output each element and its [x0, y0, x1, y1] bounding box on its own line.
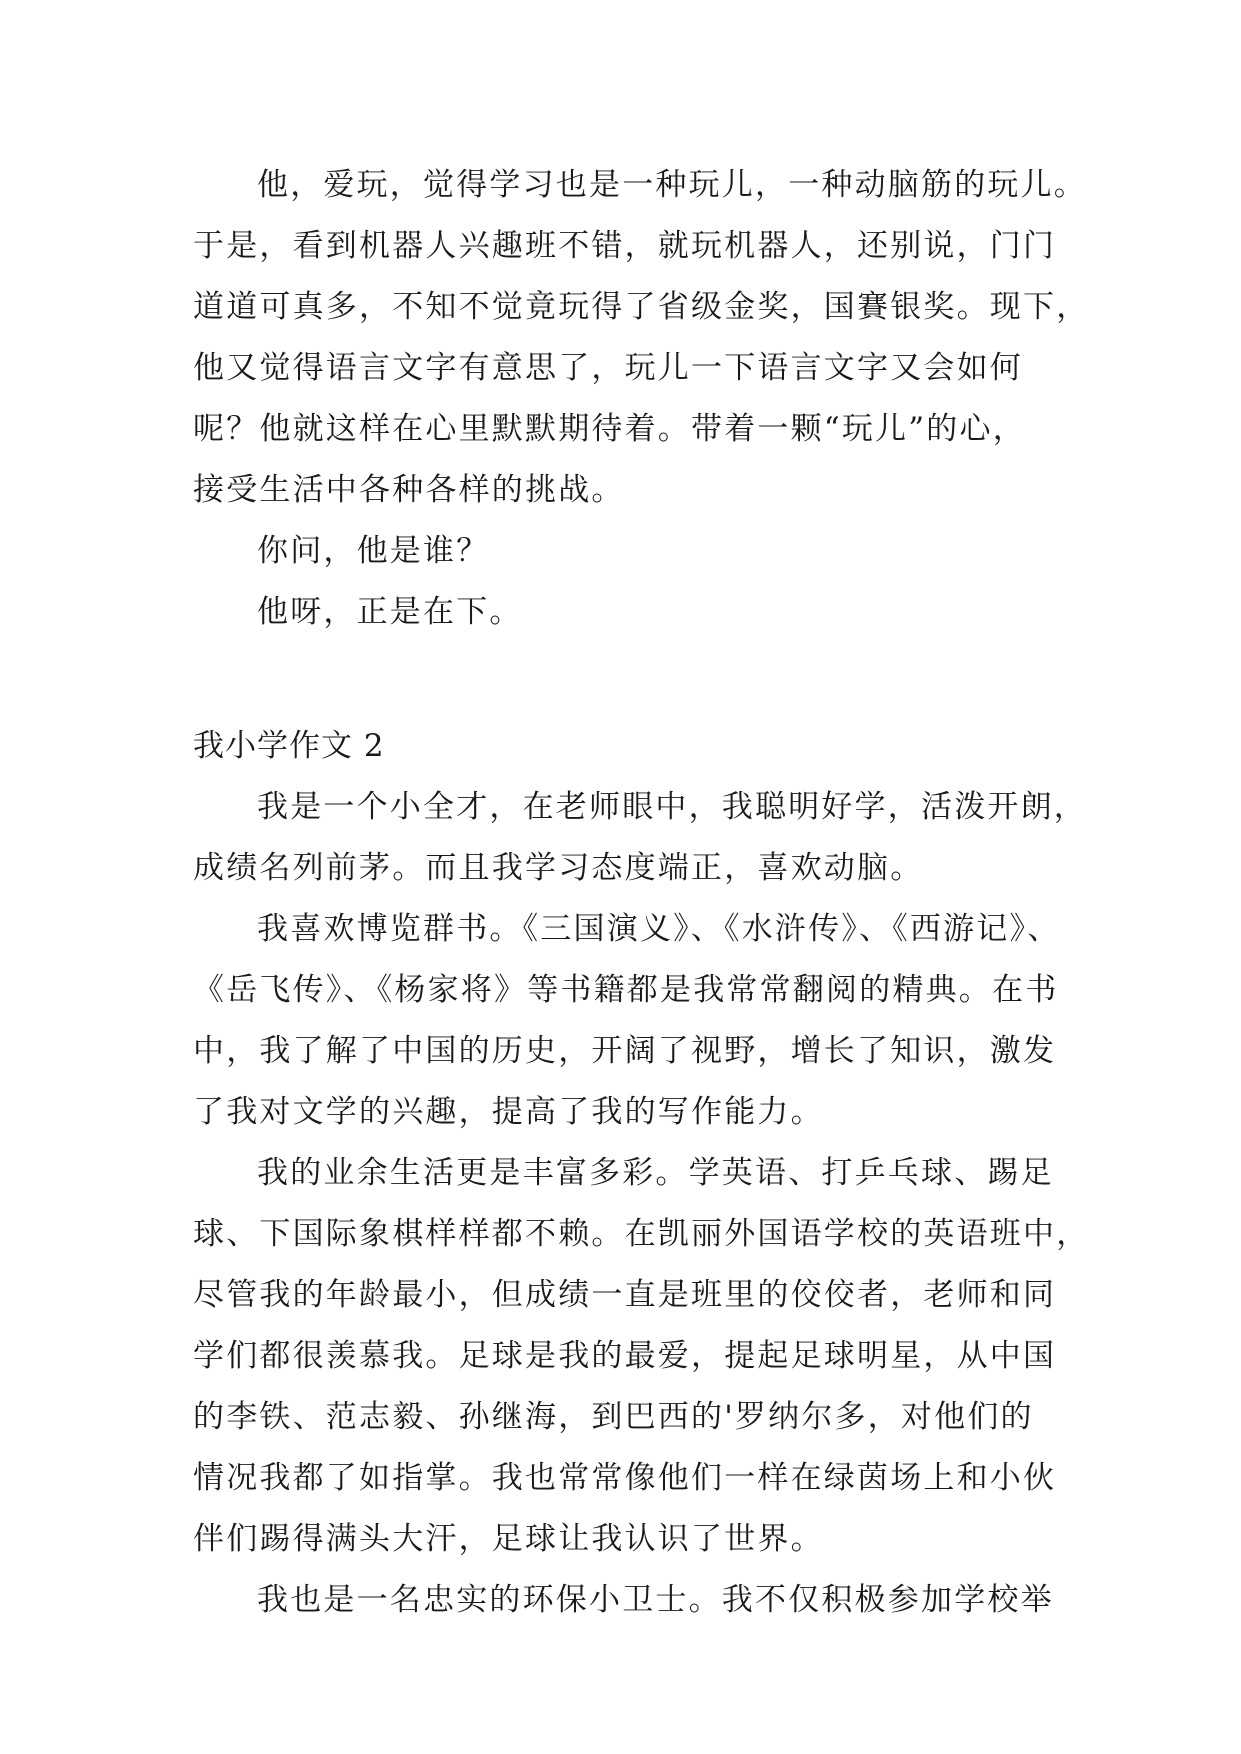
- text-line: 他又觉得语言文字有意思了，玩儿一下语言文字又会如何: [193, 350, 1023, 386]
- text-line: 他，爱玩，觉得学习也是一种玩儿，一种动脑筋的玩儿。: [257, 167, 1087, 203]
- paragraph: [193, 899, 1063, 1143]
- text-line: 我是一个小全才，在老师眼中，我聪明好学，活泼开朗，: [257, 789, 1087, 825]
- text-line: 球、下国际象棋样样都不赖。在凯丽外国语学校的英语班中，: [193, 1216, 1090, 1252]
- paragraph: [193, 582, 1063, 643]
- text-line: 的李铁、范志毅、孙继海，到巴西的'罗纳尔多，对他们的: [193, 1399, 1034, 1435]
- text-line: 《岳飞传》、《杨家将》等书籍都是我常常翻阅的精典。在书: [193, 972, 1059, 1008]
- paragraph: [193, 1570, 1063, 1631]
- section-title: 我小学作文 2: [193, 728, 385, 764]
- paragraph: [193, 521, 1063, 582]
- paragraph: [193, 777, 1087, 899]
- text-line: 接受生活中各种各样的挑战。: [193, 472, 625, 508]
- document-body: [193, 155, 1090, 1631]
- section-spacer: [193, 643, 1063, 716]
- text-line: 学们都很羡慕我。足球是我的最爱，提起足球明星，从中国: [193, 1338, 1057, 1374]
- text-line: 我也是一名忠实的环保小卫士。我不仅积极参加学校举: [257, 1582, 1054, 1618]
- text-line: 我喜欢博览群书。《三国演义》、《水浒传》、《西游记》、: [257, 911, 1061, 947]
- text-line: 于是，看到机器人兴趣班不错，就玩机器人，还别说，门门: [193, 228, 1057, 264]
- text-line: 呢？他就这样在心里默默期待着。带着一颗“玩儿”的心，: [193, 411, 1026, 447]
- text-line: 了我对文学的兴趣，提高了我的写作能力。: [193, 1094, 824, 1130]
- text-line: 中，我了解了中国的历史，开阔了视野，增长了知识，激发: [193, 1033, 1057, 1069]
- text-line: 道道可真多，不知不觉竟玩得了省级金奖，国賽银奖。现下，: [193, 289, 1090, 325]
- text-line: 成绩名列前茅。而且我学习态度端正，喜欢动脑。: [193, 850, 924, 886]
- paragraph: [193, 155, 1090, 521]
- text-line: 我的业余生活更是丰富多彩。学英语、打乒乓球、踢足: [257, 1155, 1054, 1191]
- text-line: 尽管我的年龄最小，但成绩一直是班里的佼佼者，老师和同: [193, 1277, 1057, 1313]
- text-line: 你问，他是谁？: [257, 533, 490, 569]
- paragraph: [193, 1143, 1090, 1570]
- text-line: 伴们踢得满头大汗，足球让我认识了世界。: [193, 1521, 824, 1557]
- text-line: 他呀，正是在下。: [257, 594, 523, 630]
- text-line: 情况我都了如指掌。我也常常像他们一样在绿茵场上和小伙: [193, 1460, 1057, 1496]
